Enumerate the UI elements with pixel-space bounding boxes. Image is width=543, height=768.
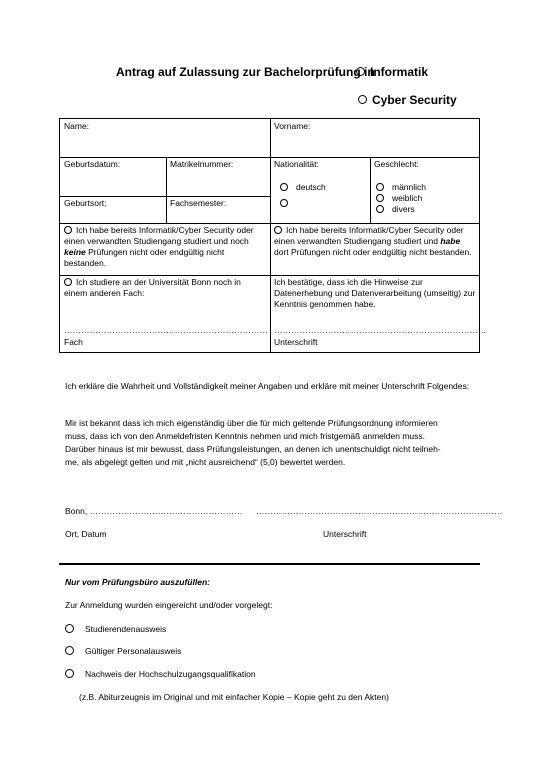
exam-history-option-none-failed[interactable] bbox=[60, 223, 270, 275]
exam-none-failed-text-2: Prüfungen nicht oder endgültig nicht bestanden. bbox=[64, 247, 225, 268]
office-intro: Zur Anmeldung wurden eingereicht und/oder vorgelegt: bbox=[65, 600, 273, 610]
exam-history-option-failed[interactable] bbox=[270, 223, 480, 275]
signature-dotted-line: ………………………………………………………………… bbox=[274, 325, 487, 335]
office-item-studierendenausweis[interactable] bbox=[65, 624, 166, 634]
declaration-body bbox=[65, 417, 495, 469]
vorname-field[interactable] bbox=[270, 119, 480, 157]
nationality-deutsch-label: deutsch bbox=[296, 182, 326, 192]
place-date-field[interactable]: Bonn, ……………………………………………… bbox=[65, 506, 243, 516]
office-note: (z.B. Abiturzeugnis im Original und mit einfacher Kopie – Kopie geht zu den Akten) bbox=[79, 692, 389, 702]
privacy-confirmation-text: Ich bestätige, dass ich die Hinweise zur Datenerhebung und Datenverarbeitung (umseitig) zur Kenntnis genommen habe. bbox=[274, 277, 476, 309]
signature-label: Unterschrift bbox=[323, 529, 367, 539]
geburtsdatum-field[interactable] bbox=[60, 157, 166, 196]
matrikelnummer-label: Matrikelnummer: bbox=[170, 159, 234, 169]
exam-none-failed-emphasis: keine bbox=[64, 247, 86, 257]
radio-circle-icon[interactable] bbox=[64, 226, 72, 234]
exam-failed-text-1: Ich habe bereits Informatik/Cyber Security oder einen verwandten Studiengang studiert und bbox=[274, 225, 464, 246]
geburtsort-label: Geburtsort: bbox=[64, 198, 107, 208]
exam-none-failed-text-1: Ich habe bereits Informatik/Cyber Security oder einen verwandten Studiengang studiert und noch bbox=[64, 225, 254, 246]
office-item-hochschulzugang[interactable] bbox=[65, 669, 256, 679]
signature-field[interactable]: …………………………………………………………………………… bbox=[256, 506, 503, 516]
declaration-line-4: me, als abgelegt gelten und mit „nicht ausreichend“ (5,0) bewertet werden. bbox=[65, 457, 346, 467]
exam-failed-text-2: dort Prüfungen nicht oder endgültig nicht bestanden. bbox=[274, 247, 472, 257]
gender-option-weiblich[interactable] bbox=[376, 193, 476, 204]
option-informatik-label: Informatik bbox=[370, 65, 429, 79]
checkbox-circle-icon[interactable] bbox=[65, 624, 74, 633]
unterschrift-label: Unterschrift bbox=[274, 337, 318, 347]
office-item-3-label: Nachweis der Hochschulzugangsqualifikation bbox=[85, 669, 256, 679]
checkbox-circle-icon[interactable] bbox=[65, 669, 74, 678]
application-form-table bbox=[59, 118, 487, 353]
privacy-confirmation-cell[interactable] bbox=[270, 275, 487, 353]
option-cyber-security-label: Cyber Security bbox=[372, 93, 457, 107]
radio-circle-icon[interactable] bbox=[376, 194, 384, 202]
declaration-line-3: Darüber hinaus ist mir bewusst, dass Prüfungsleistungen, an denen ich unentschuldigt nicht teilneh- bbox=[65, 444, 441, 454]
name-label: Name: bbox=[64, 121, 90, 131]
radio-circle-icon[interactable] bbox=[358, 95, 367, 104]
other-subject-cell[interactable] bbox=[60, 275, 270, 353]
fach-label: Fach bbox=[64, 337, 83, 347]
fachsemester-label: Fachsemester: bbox=[170, 198, 227, 208]
geburtsdatum-label: Geburtsdatum: bbox=[64, 159, 121, 169]
office-heading: Nur vom Prüfungsbüro auszufüllen: bbox=[65, 577, 210, 587]
option-cyber-security[interactable] bbox=[358, 93, 457, 107]
vorname-label: Vorname: bbox=[274, 121, 311, 131]
office-item-personalausweis[interactable] bbox=[65, 646, 181, 656]
gender-option-divers[interactable] bbox=[376, 204, 476, 215]
fach-dotted-line: ……………………………………………………………… bbox=[64, 325, 268, 335]
gender-divers-label: divers bbox=[392, 204, 415, 214]
other-subject-text: Ich studiere an der Universität Bonn noch in einem anderen Fach: bbox=[64, 277, 241, 298]
nationality-option-other[interactable] bbox=[280, 198, 366, 209]
geschlecht-cell bbox=[370, 157, 480, 223]
office-item-2-label: Gültiger Personalausweis bbox=[85, 646, 182, 656]
checkbox-circle-icon[interactable] bbox=[64, 278, 72, 286]
gender-maennlich-label: männlich bbox=[392, 182, 427, 192]
exam-failed-emphasis: habe bbox=[440, 236, 461, 246]
radio-circle-icon[interactable] bbox=[274, 226, 282, 234]
ort-datum-label: Ort, Datum bbox=[65, 529, 107, 539]
radio-circle-icon[interactable] bbox=[376, 205, 384, 213]
radio-circle-icon[interactable] bbox=[356, 67, 365, 76]
matrikelnummer-field[interactable] bbox=[166, 157, 270, 196]
form-title: Antrag auf Zulassung zur Bachelorprüfung in bbox=[116, 65, 375, 79]
nationalitaet-label: Nationalität: bbox=[274, 159, 319, 169]
nationality-option-deutsch[interactable] bbox=[280, 182, 366, 193]
checkbox-circle-icon[interactable] bbox=[65, 646, 74, 655]
radio-circle-icon[interactable] bbox=[280, 183, 288, 191]
nationalitaet-cell bbox=[270, 157, 370, 223]
geschlecht-label: Geschlecht: bbox=[374, 159, 419, 169]
option-informatik[interactable] bbox=[356, 65, 428, 79]
office-item-1-label: Studierendenausweis bbox=[85, 624, 167, 634]
gender-option-maennlich[interactable] bbox=[376, 182, 476, 193]
name-field[interactable] bbox=[60, 119, 270, 157]
declaration-line-2: muss, dass ich von den Anmeldefristen Kenntnis nehmen und mich fristgemäß anmelden muss. bbox=[65, 431, 426, 441]
gender-weiblich-label: weiblich bbox=[392, 193, 423, 203]
geburtsort-field[interactable] bbox=[60, 196, 166, 223]
declaration-intro: Ich erkläre die Wahrheit und Vollständigkeit meiner Angaben und erkläre mit meiner Unterschrift Folgendes: bbox=[65, 381, 470, 391]
fachsemester-field[interactable] bbox=[166, 196, 270, 223]
section-separator bbox=[59, 563, 480, 565]
radio-circle-icon[interactable] bbox=[280, 199, 288, 207]
declaration-line-1: Mir ist bekannt dass ich mich eigenständig über die für mich geltende Prüfungsordnung informieren bbox=[65, 418, 438, 428]
radio-circle-icon[interactable] bbox=[376, 183, 384, 191]
